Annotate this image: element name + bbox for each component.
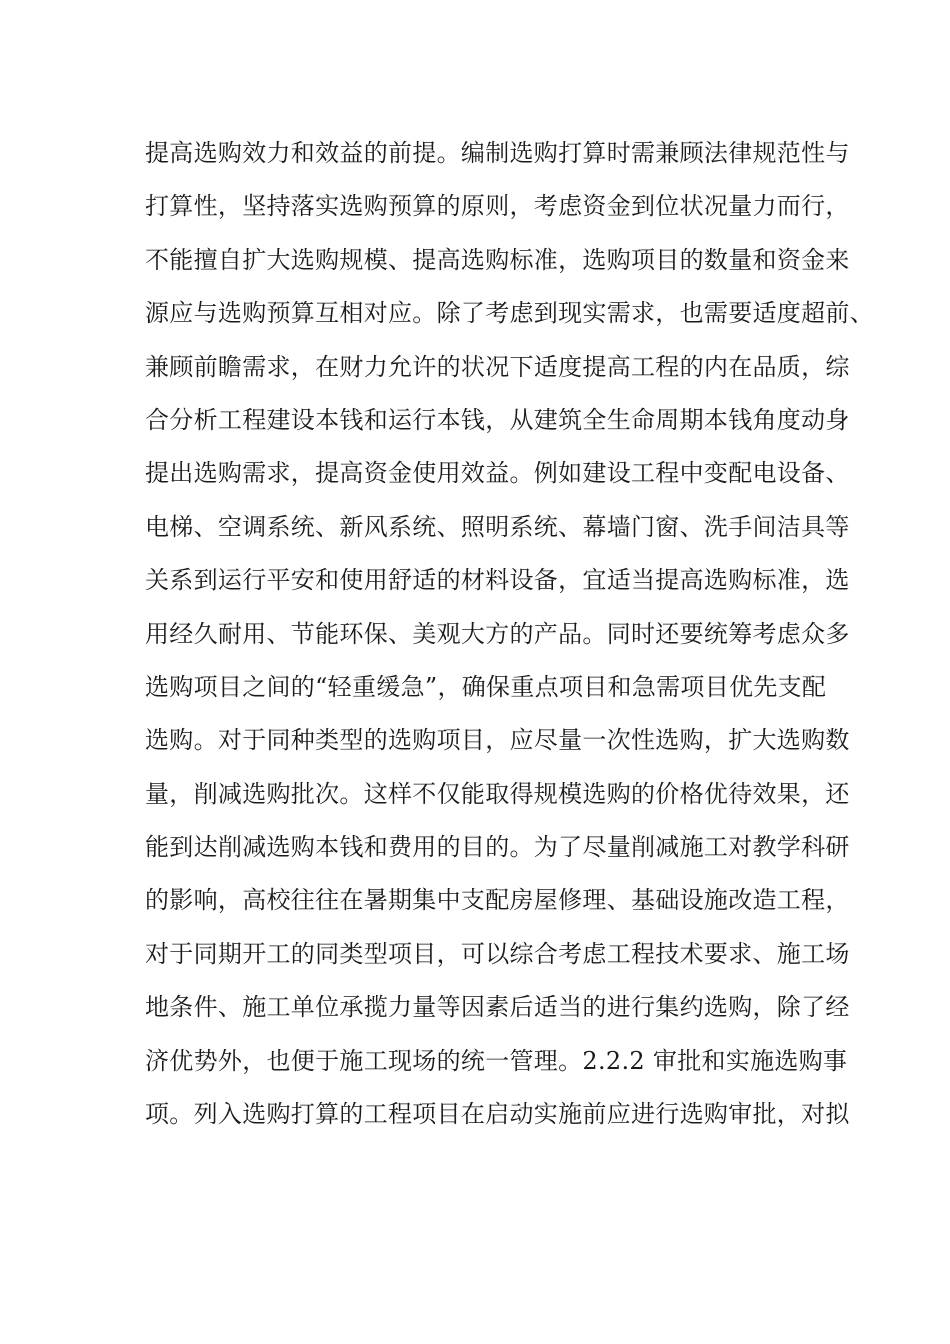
text-line: 不能擅自扩大选购规模、提高选购标准，选购项目的数量和资金来 — [145, 245, 850, 274]
text-line: 用经久耐用、节能环保、美观大方的产品。同时还要统筹考虑众多 — [145, 619, 850, 648]
text-line: 合分析工程建设本钱和运行本钱，从建筑全生命周期本钱角度动身 — [145, 405, 850, 434]
text-line: 兼顾前瞻需求，在财力允许的状况下适度提高工程的内在品质，综 — [145, 352, 850, 381]
text-line: 地条件、施工单位承揽力量等因素后适当的进行集约选购，除了经 — [145, 993, 850, 1022]
text-line: 选购项目之间的“轻重缓急”，确保重点项目和急需项目优先支配 — [145, 672, 827, 701]
text-line: 关系到运行平安和使用舒适的材料设备，宜适当提高选购标准，选 — [145, 566, 850, 595]
text-line: 济优势外，也便于施工现场的统一管理。2.2.2 审批和实施选购事 — [145, 1046, 848, 1075]
text-line: 打算性，坚持落实选购预算的原则，考虑资金到位状况量力而行， — [145, 192, 850, 221]
text-line: 选购。对于同种类型的选购项目，应尽量一次性选购，扩大选购数 — [145, 726, 850, 755]
text-line: 提高选购效力和效益的前提。编制选购打算时需兼顾法律规范性与 — [145, 139, 850, 167]
text-line: 项。列入选购打算的工程项目在启动实施前应进行选购审批，对拟 — [145, 1100, 850, 1129]
text-line: 能到达削减选购本钱和费用的目的。为了尽量削减施工对教学科研 — [145, 833, 850, 862]
text-line: 的影响，高校往往在暑期集中支配房屋修理、基础设施改造工程， — [145, 886, 850, 915]
text-line: 电梯、空调系统、新风系统、照明系统、幕墙门窗、洗手间洁具等 — [145, 512, 850, 541]
text-line: 提出选购需求，提高资金使用效益。例如建设工程中变配电设备、 — [145, 459, 850, 488]
body-text — [145, 134, 874, 1148]
text-line: 量，削减选购批次。这样不仅能取得规模选购的价格优待效果，还 — [145, 779, 850, 808]
text-line: 源应与选购预算互相对应。除了考虑到现实需求，也需要适度超前、 — [145, 299, 874, 328]
text-line: 对于同期开工的同类型项目，可以综合考虑工程技术要求、施工场 — [145, 939, 850, 968]
